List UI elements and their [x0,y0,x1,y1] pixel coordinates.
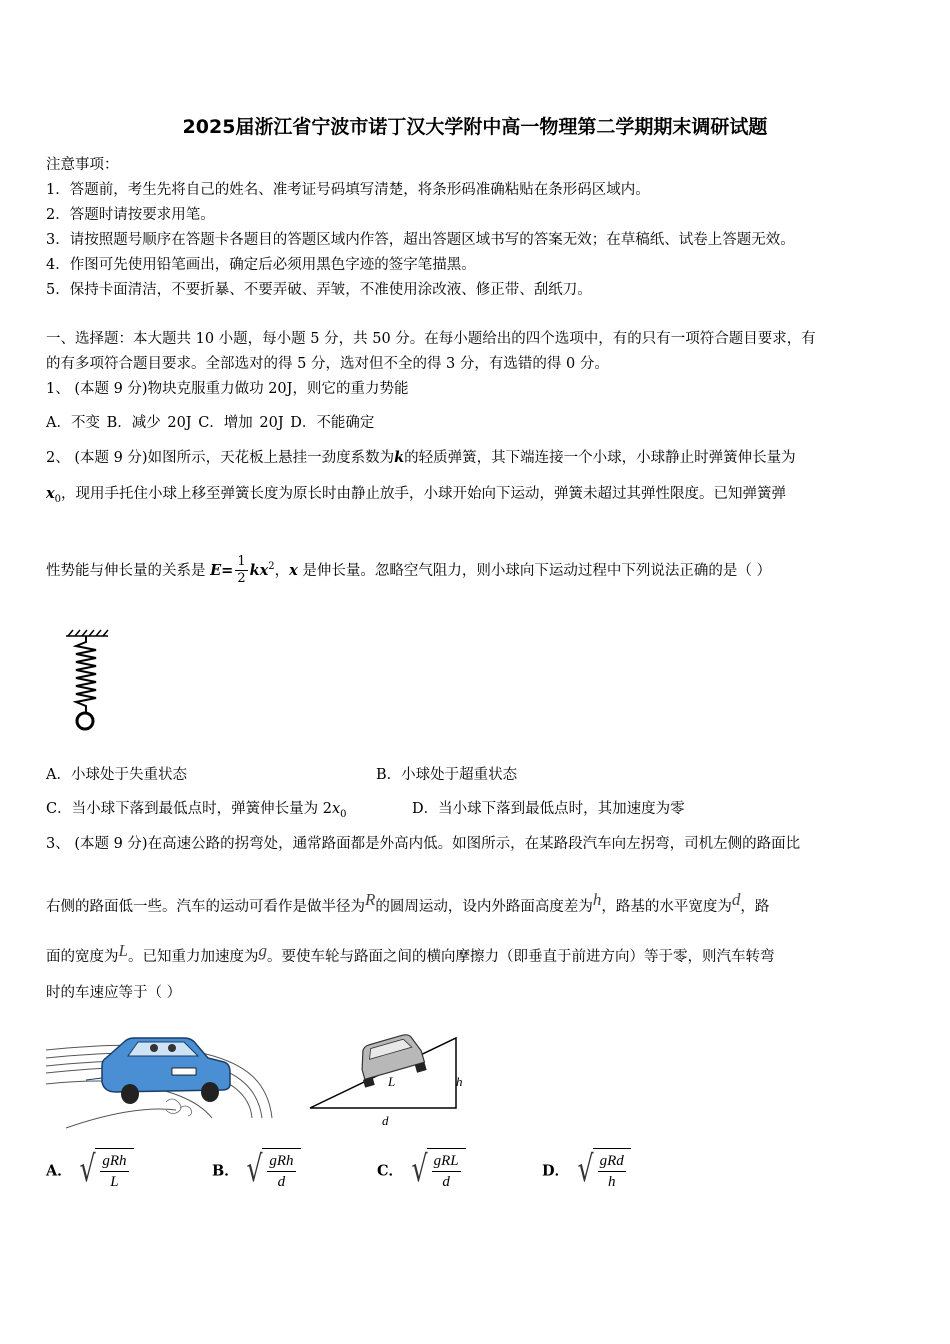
notice-item: 3．请按照题号顺序在答题卡各题目的答题区域内作答，超出答题区域书写的答案无效；在草稿纸、试卷上答题无效。 [46,232,795,248]
q3-option-d: D． √ $\frac{\text{gRd}}{h}$ [542,1148,631,1192]
ceiling-hatch [66,630,108,636]
q3-option-a: A． √ $\frac{\text{gRh}}{L}$ [46,1148,134,1192]
q2-line1: 2、 (本题 9 分)如图所示，天花板上悬挂一劲度系数为k的轻质弹簧，其下端连接一个小球，小球静止时弹簧伸长量为 [46,449,796,466]
car-turning-figure [46,1018,276,1130]
q2-option-b: B．小球处于超重状态 [376,767,518,783]
label-h: h [456,1074,463,1089]
incline-cross-section-figure [306,1034,470,1132]
var-k: k [394,449,405,466]
q3-option-c: C． √ $\frac{\text{gRL}}{d}$ [377,1148,466,1192]
notice-item: 5．保持卡面清洁，不要折暴、不要弄破、弄皱，不准使用涂改液、修正带、刮纸刀。 [46,282,592,298]
car-body [86,1038,230,1104]
q1-stem: 1、 (本题 9 分)物块克服重力做功 20J，则它的重力势能 [46,381,409,397]
q2-option-c: C．当小球下落到最低点时，弹簧伸长量为 $2x_0$ [46,801,347,820]
fraction-one-half: $\frac{1}{2}$ [237,554,246,587]
q3-line4: 时的车速应等于（ ） [46,985,182,1001]
q3-line1: 3、 (本题 9 分)在高速公路的拐弯处，通常路面都是外高内低。如图所示，在某路段汽车向左拐弯，司机左侧的路面比 [46,836,801,852]
q2-option-d: D．当小球下落到最低点时，其加速度为零 [412,801,685,817]
spring-coil [76,636,96,712]
ball [77,713,93,729]
q1-options: A．不变 B．减少 20J C．增加 20J D．不能确定 [46,415,375,431]
notice-item: 1．答题前，考生先将自己的姓名、准考证号码填写清楚，将条形码准确粘贴在条形码区域内。 [46,182,650,198]
page-title: 2025届浙江省宁波市诺丁汉大学附中高一物理第二学期期末调研试题 [182,116,768,138]
q2-line3: 性势能与伸长量的关系是 E= $\frac{1}{2}$ $kx^2$，x 是伸长量。忽略空气阻力，则小球向下运动过程中下列说法正确的是（ ） [46,554,772,587]
q3-line2: 右侧的路面低一些。汽车的运动可看作是做半径为R的圆周运动，设内外路面高度差为h，路基的水平宽度为d，路 [46,890,770,915]
notice-item: 2．答题时请按要求用笔。 [46,207,215,223]
notice-item: 4．作图可先使用铅笔画出，确定后必须用黑色字迹的签字笔描黑。 [46,257,476,273]
label-L: L [388,1074,396,1089]
q3-line3: 面的宽度为L。已知重力加速度为g。要使车轮与路面之间的横向摩擦力（即垂直于前进方向）等于零，则汽车转弯 [46,941,775,965]
section-instructions-line2: 的有多项符合题目要求。全部选对的得 5 分，选对但不全的得 3 分，有选错的得 0 分。 [46,356,609,372]
q2-line2: $x_0$，现用手托住小球上移至弹簧长度为原长时由静止放手，小球开始向下运动，弹簧未超过其弹性限度。已知弹簧弹 [46,485,787,505]
label-d: d [382,1113,389,1128]
notice-heading: 注意事项： [46,157,119,173]
q2-option-a: A．小球处于失重状态 [46,767,187,783]
section-instructions-line1: 一、选择题：本大题共 10 小题，每小题 5 分，共 50 分。在每小题给出的四个选项中，有的只有一项符合题目要求，有 [46,331,816,347]
spring-ball-figure [60,628,116,738]
tire-smoke [166,1099,192,1116]
q3-option-b: B． √ $\frac{\text{gRh}}{d}$ [212,1148,301,1192]
